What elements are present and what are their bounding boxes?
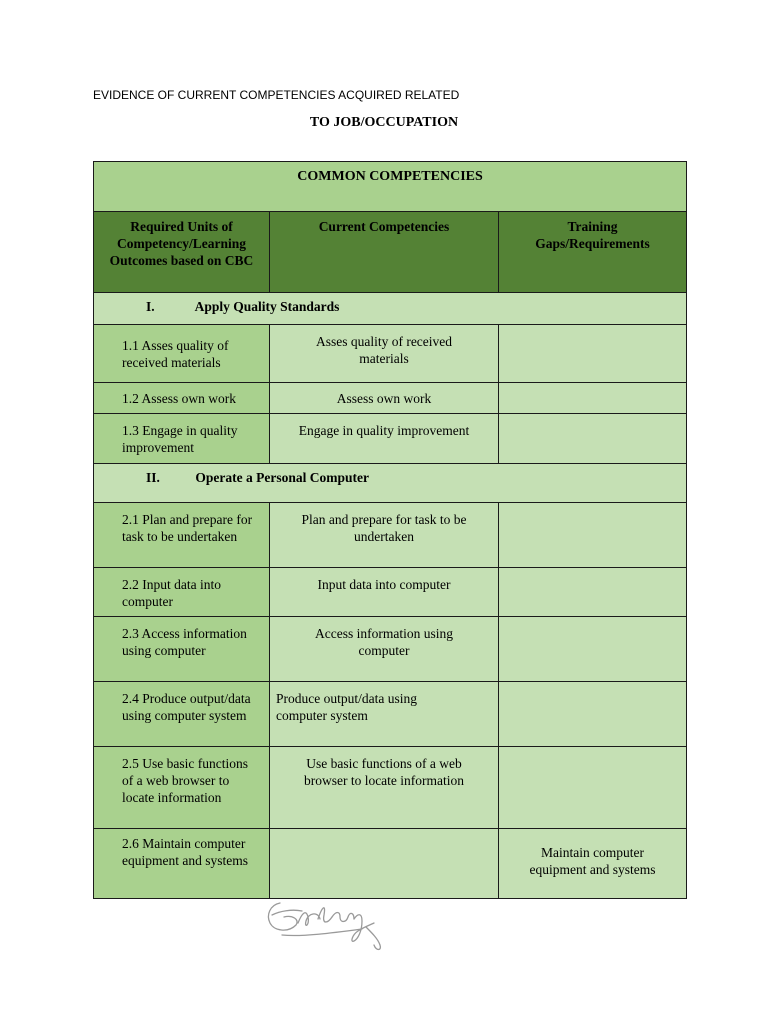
header-current-label: Current Competencies bbox=[318, 219, 450, 234]
table-row bbox=[94, 325, 687, 383]
table-row bbox=[94, 617, 687, 682]
current-text: Produce output/data using computer system bbox=[276, 691, 417, 723]
table-row bbox=[94, 747, 687, 829]
current-cell bbox=[270, 383, 499, 414]
table-row bbox=[94, 503, 687, 568]
current-text bbox=[270, 829, 498, 835]
unit-cell bbox=[94, 383, 270, 414]
gap-cell bbox=[499, 682, 687, 747]
current-text: Engage in quality improvement bbox=[298, 423, 470, 438]
current-text: Use basic functions of a web browser to locate information bbox=[303, 756, 465, 788]
current-cell bbox=[270, 568, 499, 617]
unit-cell bbox=[94, 325, 270, 383]
current-cell bbox=[270, 829, 499, 899]
section-row bbox=[94, 293, 687, 325]
header-current bbox=[270, 212, 499, 293]
section-numeral: II. bbox=[146, 470, 160, 485]
unit-text: 2.5 Use basic functions of a web browser to locate information bbox=[122, 756, 248, 805]
document-heading-line2: TO JOB/OCCUPATION bbox=[309, 115, 459, 130]
unit-cell bbox=[94, 568, 270, 617]
table-row bbox=[94, 829, 687, 899]
unit-text: 1.2 Assess own work bbox=[122, 391, 237, 406]
header-gaps bbox=[499, 212, 687, 293]
unit-cell bbox=[94, 414, 270, 464]
unit-cell bbox=[94, 617, 270, 682]
gap-cell bbox=[499, 568, 687, 617]
unit-cell bbox=[94, 503, 270, 568]
unit-text: 1.3 Engage in quality improvement bbox=[122, 423, 238, 455]
gap-cell bbox=[499, 747, 687, 829]
gap-cell bbox=[499, 617, 687, 682]
current-cell bbox=[270, 617, 499, 682]
unit-text: 2.1 Plan and prepare for task to be undertaken bbox=[122, 512, 253, 544]
table-title: COMMON COMPETENCIES bbox=[94, 162, 687, 212]
current-cell bbox=[270, 747, 499, 829]
header-units-label: Required Units of Competency/Learning Outcomes based on CBC bbox=[109, 219, 254, 268]
unit-text: 2.4 Produce output/data using computer system bbox=[122, 691, 251, 723]
current-cell bbox=[270, 325, 499, 383]
gap-cell bbox=[499, 325, 687, 383]
unit-cell bbox=[94, 747, 270, 829]
document-heading-line1: EVIDENCE OF CURRENT COMPETENCIES ACQUIRED RELATED bbox=[93, 88, 460, 102]
current-text: Input data into computer bbox=[317, 577, 451, 592]
unit-cell bbox=[94, 829, 270, 899]
gap-cell bbox=[499, 503, 687, 568]
table-row bbox=[94, 682, 687, 747]
unit-cell bbox=[94, 682, 270, 747]
section-title: Operate a Personal Computer bbox=[195, 470, 369, 485]
table-row bbox=[94, 414, 687, 464]
unit-text: 2.3 Access information using computer bbox=[122, 626, 247, 658]
current-text: Plan and prepare for task to be undertaken bbox=[301, 512, 467, 544]
current-text: Assess own work bbox=[336, 391, 432, 406]
current-cell bbox=[270, 503, 499, 568]
current-cell bbox=[270, 414, 499, 464]
handwritten-signature-icon bbox=[262, 893, 392, 955]
current-cell bbox=[270, 682, 499, 747]
section-row bbox=[94, 464, 687, 503]
table-row bbox=[94, 568, 687, 617]
current-text: Access information using computer bbox=[315, 626, 453, 658]
gap-cell bbox=[499, 383, 687, 414]
header-gaps-label: Training Gaps/Requirements bbox=[535, 219, 650, 251]
header-units bbox=[94, 212, 270, 293]
unit-text: 2.2 Input data into computer bbox=[122, 577, 221, 609]
gap-text: Maintain computer equipment and systems bbox=[529, 845, 656, 877]
section-title: Apply Quality Standards bbox=[194, 299, 340, 314]
unit-text: 1.1 Asses quality of received materials bbox=[122, 338, 229, 370]
competencies-table bbox=[93, 161, 687, 899]
section-numeral: I. bbox=[146, 299, 155, 314]
table-row bbox=[94, 383, 687, 414]
current-text: Asses quality of received materials bbox=[315, 334, 453, 366]
gap-cell bbox=[499, 414, 687, 464]
unit-text: 2.6 Maintain computer equipment and systems bbox=[122, 836, 248, 868]
gap-cell bbox=[499, 829, 687, 899]
